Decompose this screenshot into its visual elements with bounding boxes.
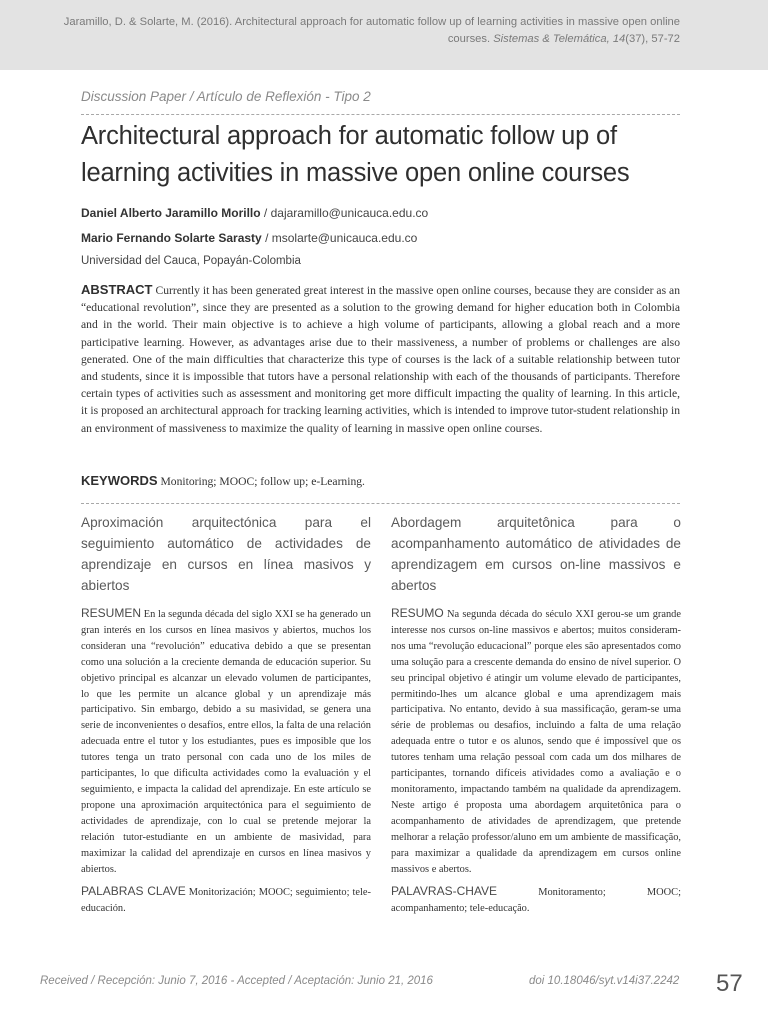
dashed-divider (81, 503, 680, 504)
portuguese-column (391, 512, 681, 924)
keywords-text: Monitoring; MOOC; follow up; e-Learning. (160, 475, 365, 488)
keywords-label: KEYWORDS (81, 473, 158, 488)
resumo-text: Na segunda década do século XXI gerou-se um grande interesse nos cursos on-line massivos e abertos; muitos consideram-nos uma “revolução educacional” porque eles são apresentados como uma solução para a crescente demanda do ensino de nível superior. O seu principal objetivo é atingir um volume elevado de participantes, permitindo-lhes um alcance global e uma aprendizagem mais participativa. No entanto, devido à sua massificação, geram-se uma série de problemas ou desafios, incluindo a falta de uma relação adequada entre o tutor e os alunos, sendo que é impossível que os tutores tenham uma relação pessoal com cada um dos milhares de participantes, tornando difíceis atividades como a avaliação e o monitoramento, impactando também na qualidade da aprendizagem. Neste artigo é proposta uma abordagem arquitetônica para o acompanhamento de atividades de aprendizagem, que pretende melhorar a relação professor/aluno em um ambiente de massificação, para maximizar a qualidade da aprendizagem em cursos online massivos e abertos. (391, 609, 681, 875)
citation-prefix: Jaramillo, D. & Solarte, M. (2016). Architectural approach for automatic follow up of learning activities in massive open online courses. (63, 16, 680, 45)
palavras-chave-text: Monitoramento; MOOC; acompanhamento; tele-educação. (391, 887, 681, 915)
author-line (81, 206, 428, 220)
portuguese-title: Abordagem arquitetônica para o acompanhamento automático de atividades de aprendizagem em cursos on-line massivos e abertos (391, 515, 681, 593)
spanish-title: Aproximación arquitectónica para el seguimiento automático de actividades de aprendizaje en cursos en línea masivos y abiertos (81, 515, 371, 593)
abstract-text: Currently it has been generated great interest in the massive open online courses, because they are consider as an “educational revolution”, since they are presented as a solution to the growing demand for higher education both in Colombia and in the world. Their main objective is to achieve a high volume of participants, allowing a global reach and a more participative learning. However, as advantages arise due to their massiveness, a number of problems or challenges are also generated. One of the main difficulties that characterize this type of courses is the lack of a suitable relationship between tutor and students, since it is impossible that tutors have a personal relationship with each of the thousands of participants. Therefore certain types of activities such as assessment and monitoring get more difficult impacting the quality of learning. In this article, it is proposed an architectural approach for tracking learning activities, which is intended to improve tutor-student relationship in an environment of massiveness to maximize the quality of learning in massive open online courses. (81, 284, 680, 435)
resumen-text: En la segunda década del siglo XXI se ha generado un gran interés en los cursos en línea masivos y abiertos, muchos los consideran una “revolución” educativa debido a que se presentan como una solución a la creciente demanda de educación superior. Su objetivo principal es alcanzar un elevado volumen de participantes, lo que les permite un alcance global y un aprendizaje más participativo. Sin embargo, debido a su masividad, se genera una serie de inconvenientes o desafíos, entre ellos, la falta de una relación adecuada entre el tutor y los estudiantes, pues es imposible que los tutores tenga un trato personal con cada uno de los miles de participantes, lo que dificulta actividades como la evaluación y el seguimiento, e impacta la calidad del aprendizaje. En este artículo se propone una aproximación arquitectónica para el seguimiento de actividades de aprendizaje, con lo cual se pretende mejorar la relación tutor-estudiante en un ambiente de masividad, para maximizar la calidad del aprendizaje en cursos en línea masivos y abiertos. (81, 609, 371, 875)
resumo-label: RESUMO (391, 606, 444, 620)
palavras-chave-label: PALAVRAS-CHAVE (391, 884, 498, 899)
abstract (81, 281, 680, 437)
portuguese-abstract (391, 606, 681, 877)
portuguese-keywords (391, 884, 681, 917)
palabras-clave-text: Monitorización; MOOC; seguimiento; tele-educación. (81, 887, 371, 915)
palabras-clave-label: PALABRAS CLAVE (81, 884, 186, 899)
spanish-abstract (81, 606, 371, 877)
resumen-label: RESUMEN (81, 606, 142, 620)
journal-volume: 14 (612, 33, 626, 45)
journal-issue-pages: (37), 57-72 (625, 33, 680, 45)
keywords (81, 473, 680, 488)
abstract-label: ABSTRACT (81, 282, 153, 297)
spanish-column (81, 512, 371, 924)
article-type: Discussion Paper / Artículo de Reflexión - Tipo 2 (81, 89, 371, 104)
footer-doi[interactable]: doi 10.18046/syt.v14i37.2242 (529, 975, 680, 987)
author-email: / msolarte@unicauca.edu.co (261, 231, 418, 245)
citation-banner (0, 0, 768, 70)
article-title: Architectural approach for automatic follow up of learning activities in massive open online courses (81, 122, 630, 187)
journal-name: Sistemas & Telemática, (493, 33, 610, 45)
author-name: Mario Fernando Solarte Sarasty (81, 231, 262, 245)
author-name: Daniel Alberto Jaramillo Morillo (81, 206, 261, 220)
page-number: 57 (716, 970, 743, 997)
footer-dates: Received / Recepción: Junio 7, 2016 - Accepted / Aceptación: Junio 21, 2016 (40, 975, 433, 987)
author-email: / dajaramillo@unicauca.edu.co (260, 206, 429, 220)
author-line (81, 231, 417, 245)
dashed-divider (81, 114, 680, 115)
citation-text (40, 14, 680, 48)
spanish-keywords (81, 884, 371, 917)
affiliation: Universidad del Cauca, Popayán-Colombia (81, 255, 301, 267)
